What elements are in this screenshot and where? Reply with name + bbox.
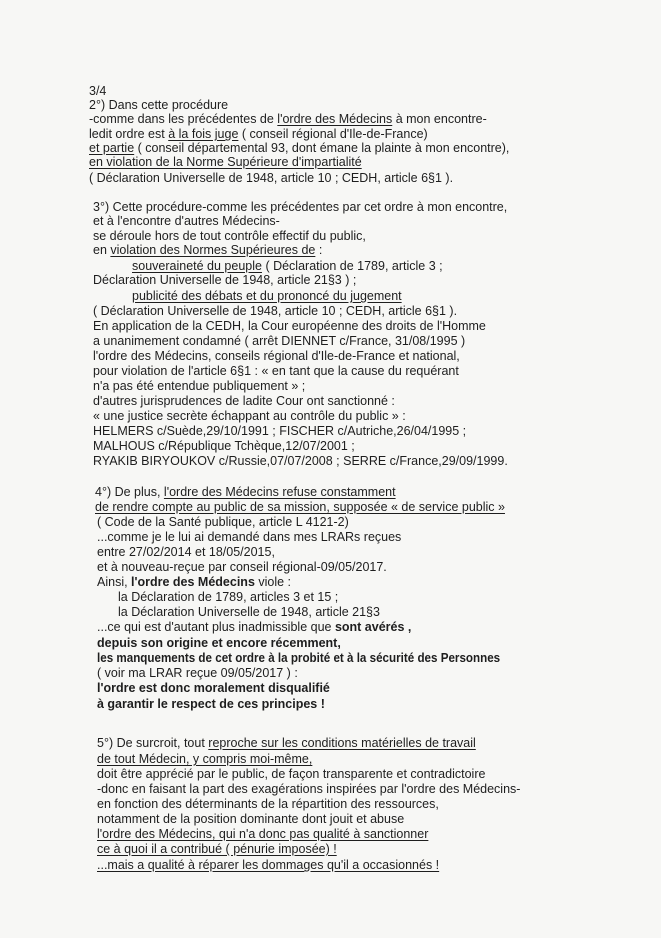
section5-line7: l'ordre des Médecins, qui n'a donc pas qualité à sanctionner [97, 827, 429, 841]
section5-line8: ce à quoi il a contribué ( pénurie imposée) ! [97, 842, 337, 856]
section4-line12: les manquements de cet ordre à la probité et à la sécurité des Personnes [97, 651, 501, 665]
section5-line4: -donc en faisant la part des exagérations inspirées par l'ordre des Médecins- [97, 782, 521, 796]
section4-line13: ( voir ma LRAR reçue 09/05/2017 ) : [97, 666, 298, 680]
section3-line6: Déclaration Universelle de 1948, article 21§3 ) ; [93, 273, 357, 287]
section4-line6: et à nouveau-reçue par conseil régional-09/05/2017. [97, 560, 387, 574]
section4-line10: ...ce qui est d'autant plus inadmissible que sont avérés , [97, 620, 412, 634]
section5-line5: en fonction des déterminants de la répartition des ressources, [97, 797, 439, 811]
section3-line8: ( Déclaration Universelle de 1948, article 10 ; CEDH, article 6§1 ). [93, 304, 458, 318]
section4-line1: 4°) De plus, l'ordre des Médecins refuse constamment [95, 485, 396, 499]
section3-line10: a unanimement condamné ( arrêt DIENNET c/France, 31/08/1995 ) [93, 334, 466, 348]
section2-line2: ledit ordre est à la fois juge ( conseil régional d'Ile-de-France) [89, 127, 428, 141]
section3-line2: et à l'encontre d'autres Médecins- [93, 214, 280, 228]
section3-line11: l'ordre des Médecins, conseils régional d'Ile-de-France et national, [93, 349, 460, 363]
section2-line4: en violation de la Norme Supérieure d'impartialité [89, 155, 362, 169]
section3-line14: d'autres jurisprudences de ladite Cour ont sanctionné : [93, 394, 395, 408]
section5-line3: doit être apprécié par le public, de façon transparente et contradictoire [97, 767, 486, 781]
section2-line5: ( Déclaration Universelle de 1948, article 10 ; CEDH, article 6§1 ). [89, 171, 454, 185]
section5-line2: de tout Médecin, y compris moi-même, [97, 752, 313, 766]
section5-line1: 5°) De surcroit, tout reproche sur les conditions matérielles de travail [97, 736, 476, 750]
section3-line18: RYAKIB BIRYOUKOV c/Russie,07/07/2008 ; SERRE c/France,29/09/1999. [93, 454, 508, 468]
section3-line5: souveraineté du peuple ( Déclaration de 1789, article 3 ; [132, 259, 443, 273]
section3-line9: En application de la CEDH, la Cour européenne des droits de l'Homme [93, 319, 486, 333]
section5-line9: ...mais a qualité à réparer les dommages qu'il a occasionnés ! [97, 858, 440, 872]
section2-heading: 2°) Dans cette procédure [89, 98, 229, 112]
section3-line13: n'a pas été entendue publiquement » ; [93, 379, 306, 393]
section4-line15: à garantir le respect de ces principes ! [97, 697, 325, 711]
section3-line15: « une justice secrète échappant au contrôle du public » : [93, 409, 406, 423]
section4-line2: de rendre compte au public de sa mission, supposée « de service public » [95, 500, 505, 514]
page-number: 3/4 [89, 84, 107, 98]
section4-line7: Ainsi, l'ordre des Médecins viole : [97, 575, 292, 589]
section4-line14: l'ordre est donc moralement disqualifié [97, 681, 330, 695]
section4-line9: la Déclaration Universelle de 1948, article 21§3 [118, 605, 380, 619]
section4-line5: entre 27/02/2014 et 18/05/2015, [97, 545, 275, 559]
section2-line3: et partie ( conseil départemental 93, dont émane la plainte à mon encontre), [89, 141, 510, 155]
section4-line8: la Déclaration de 1789, articles 3 et 15 ; [118, 590, 339, 604]
section4-line3: ( Code de la Santé publique, article L 4121-2) [97, 515, 349, 529]
section2-line1: -comme dans les précédentes de l'ordre des Médecins à mon encontre- [89, 112, 487, 126]
section4-line4: ...comme je le lui ai demandé dans mes LRARs reçues [97, 530, 402, 544]
section3-line3: se déroule hors de tout contrôle effectif du public, [93, 229, 366, 243]
section3-line17: MALHOUS c/République Tchèque,12/07/2001 ; [93, 439, 355, 453]
section3-line7: publicité des débats et du prononcé du jugement [132, 289, 402, 303]
section3-line1: 3°) Cette procédure-comme les précédentes par cet ordre à mon encontre, [93, 200, 508, 214]
section3-line4: en violation des Normes Supérieures de : [93, 243, 323, 257]
section4-line11: depuis son origine et encore récemment, [97, 636, 341, 650]
section3-line16: HELMERS c/Suède,29/10/1991 ; FISCHER c/Autriche,26/04/1995 ; [93, 424, 467, 438]
section3-line12: pour violation de l'article 6§1 : « en tant que la cause du requérant [93, 364, 459, 378]
section5-line6: notamment de la position dominante dont jouit et abuse [97, 812, 405, 826]
